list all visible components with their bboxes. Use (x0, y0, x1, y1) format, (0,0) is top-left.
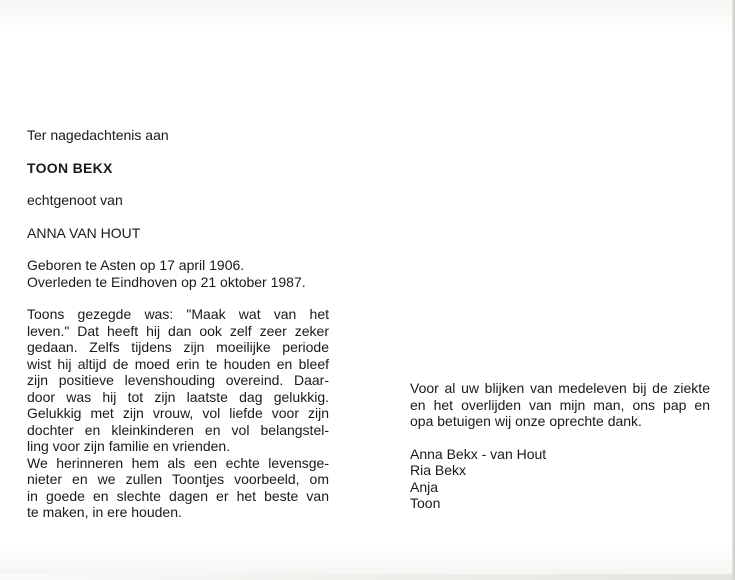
paragraph-line: wist hij altijd de moed erin te houden en bleef (27, 355, 329, 372)
card-bottom-edge (0, 574, 735, 580)
memorial-paragraph (27, 306, 329, 521)
death-date: Overleden te Eindhoven op 21 oktober 1987. (27, 273, 306, 290)
paragraph-line: dochter en kleinkinderen en vol belangstel- (27, 421, 329, 438)
paragraph-line: nieter en we zullen Toontjes voorbeeld, om (27, 471, 329, 487)
paragraph-line: te maken, in ere houden. (27, 504, 182, 520)
right-column (410, 380, 710, 512)
signature-name: Anja (410, 478, 439, 495)
thanks-paragraph (410, 380, 710, 430)
signature-name: Anna Bekx - van Hout (410, 445, 547, 462)
left-column (27, 127, 329, 521)
paragraph-line: We herinneren hem als een echte levensge- (27, 454, 329, 471)
signature-list (410, 446, 710, 512)
thanks-line: Voor al uw blijken van medeleven bij de ziekte (410, 380, 710, 396)
paragraph-line: gedaan. Zelfs tijdens zijn moeilijke periode (27, 339, 329, 355)
signature-name: Toon (410, 495, 441, 511)
paragraph-line: door was hij tot zijn laatste dag gelukkig. (27, 388, 329, 405)
paragraph-line: ling voor zijn familie en vrienden. (27, 438, 231, 454)
paragraph-line: Toons gezegde was: "Maak wat van het (27, 306, 329, 322)
signature-name: Ria Bekx (410, 462, 467, 478)
paragraph-line: in goede en slechte dagen er het beste van (27, 487, 329, 504)
relation-text: echtgenoot van (27, 192, 123, 208)
birth-date: Geboren te Asten op 17 april 1906. (27, 257, 245, 273)
paragraph-line: zijn positieve levenshouding overeind. Daar- (27, 372, 329, 388)
paragraph-line: Gelukkig met zijn vrouw, vol liefde voor zijn (27, 405, 329, 421)
thanks-line: opa betuigen wij onze oprechte dank. (410, 413, 642, 429)
deceased-name: TOON BEKX (27, 159, 113, 176)
paragraph-line: leven." Dat heeft hij dan ook zelf zeer zeker (27, 322, 329, 339)
spouse-name: ANNA VAN HOUT (27, 224, 141, 241)
intro-text: Ter nagedachtenis aan (27, 127, 169, 143)
thanks-line: en het overlijden van mijn man, ons pap en (410, 396, 710, 413)
